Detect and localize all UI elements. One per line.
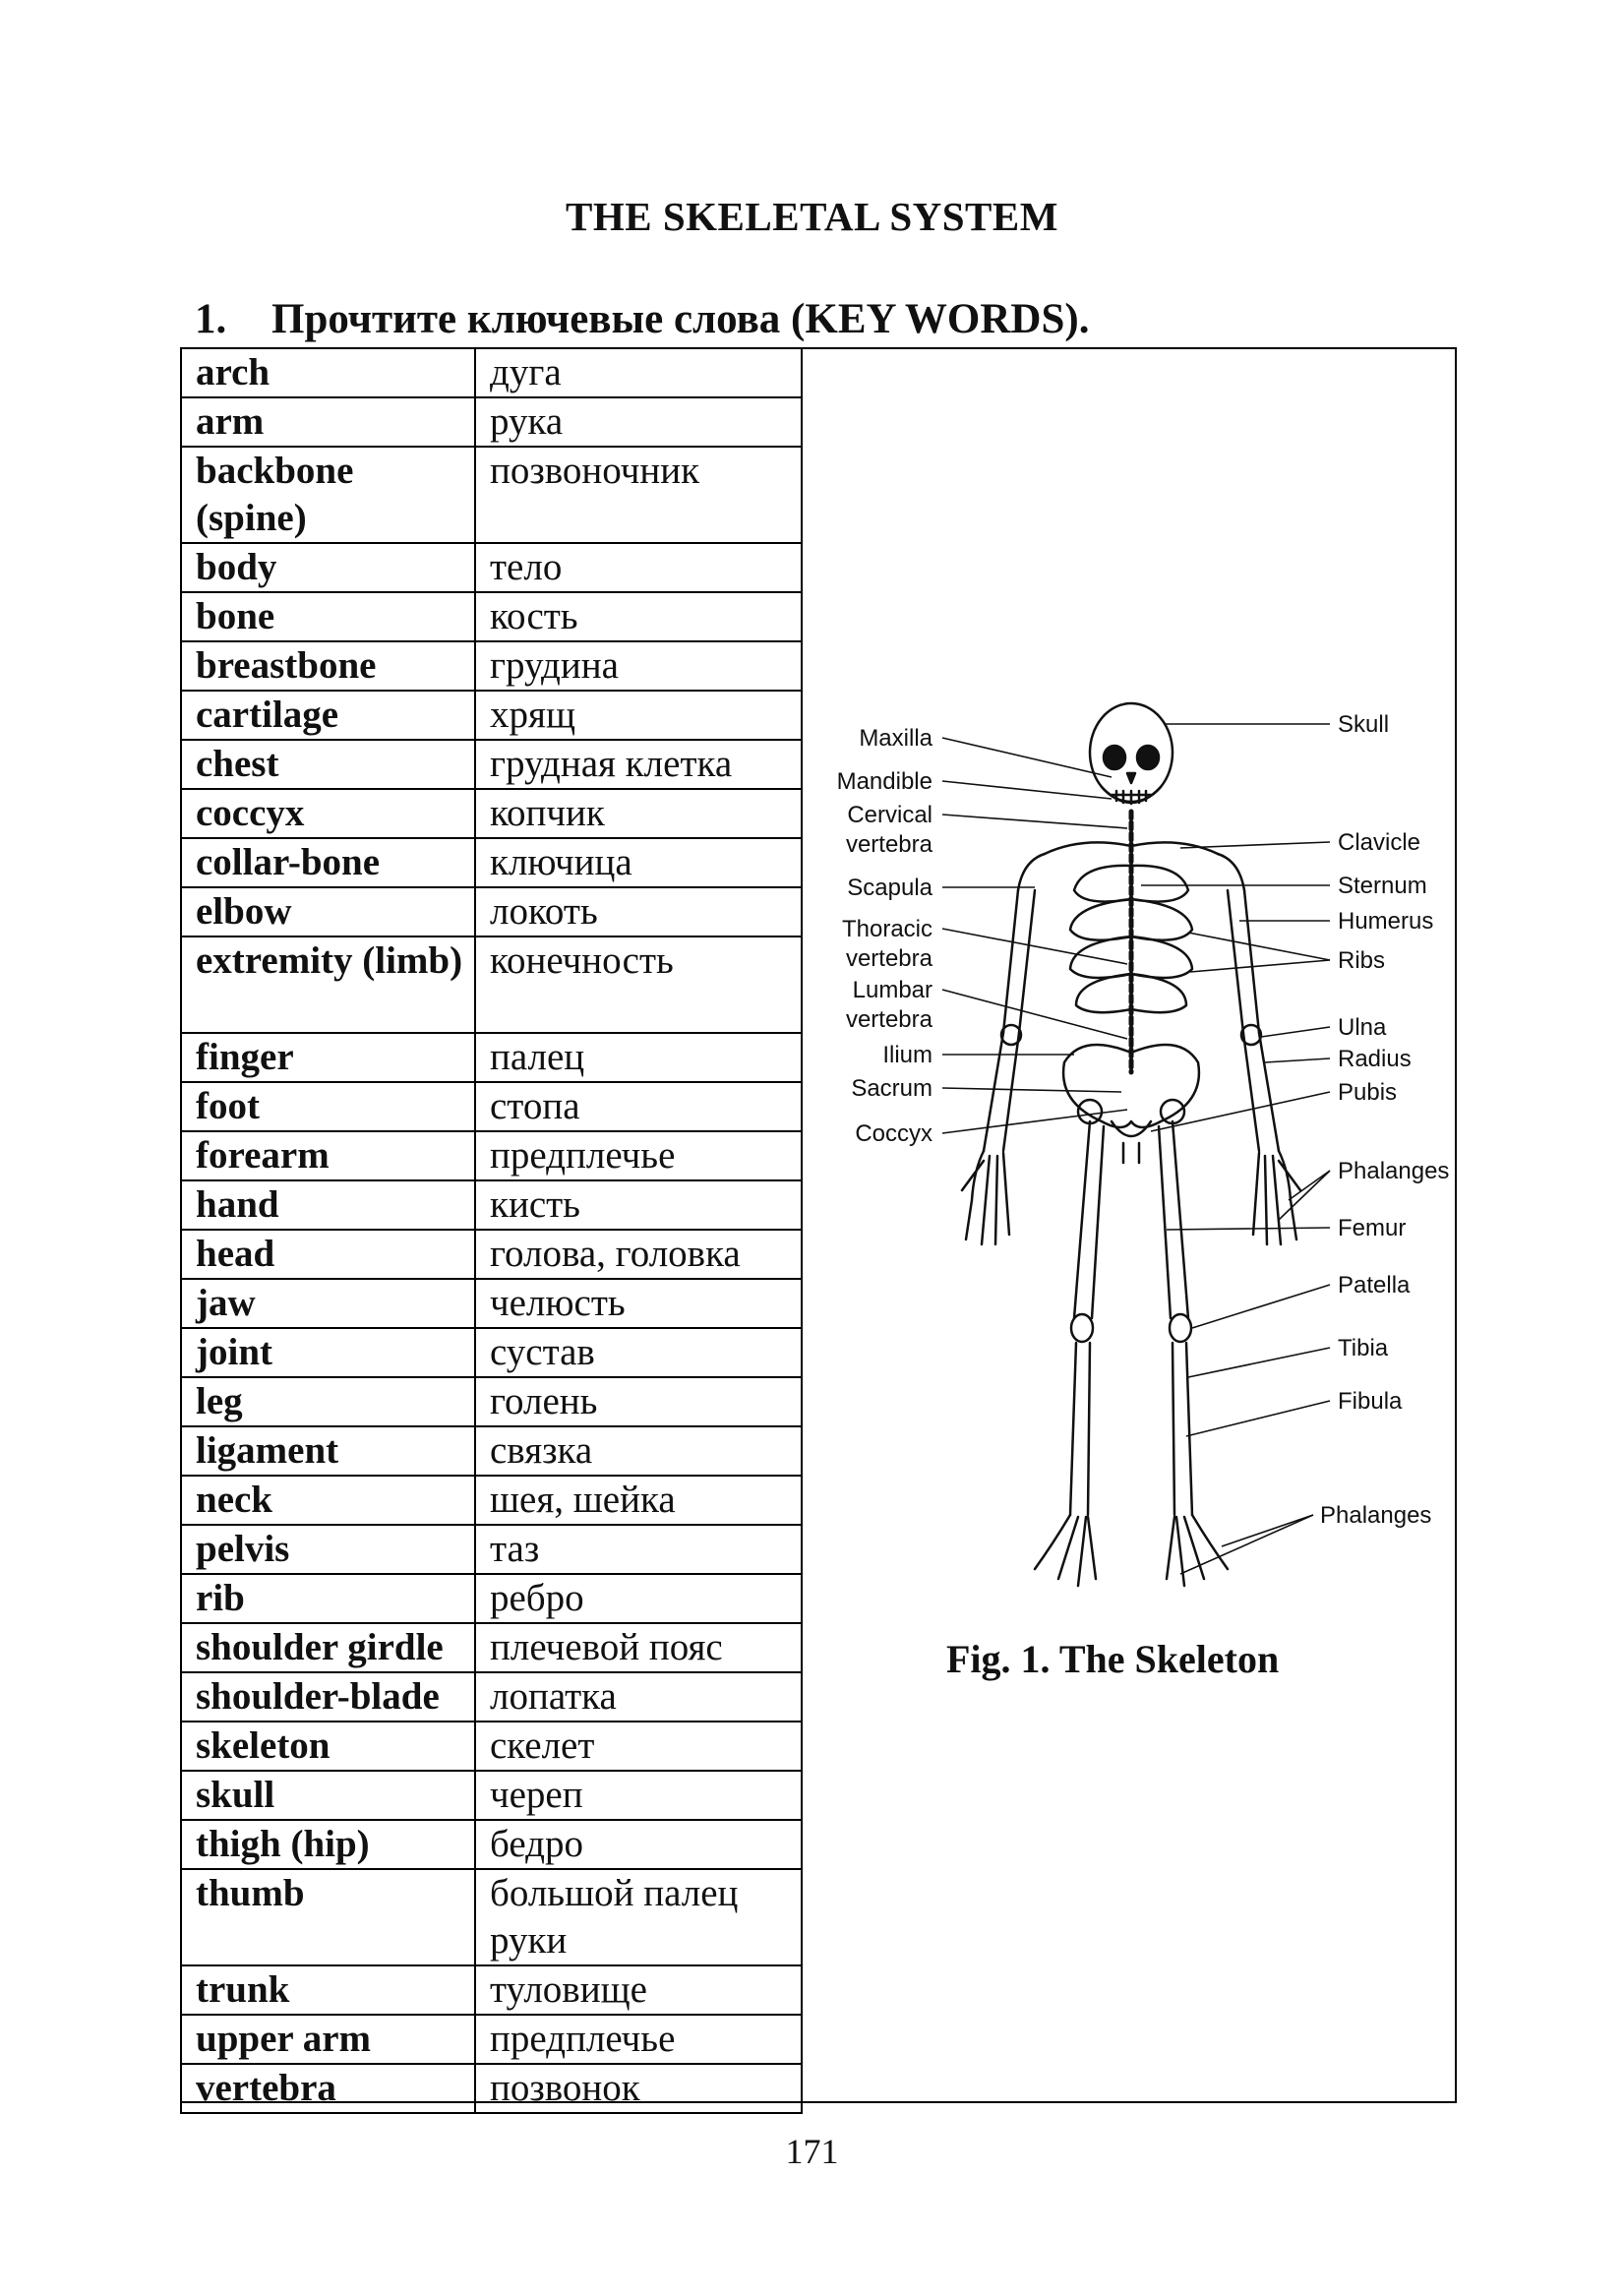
table-row (181, 937, 802, 1033)
table-row (181, 1820, 802, 1869)
label-ulna: Ulna (1338, 1014, 1387, 1041)
forearm-left (984, 1033, 1019, 1151)
leader-line (1180, 1515, 1313, 1574)
english-term: coccyx (181, 789, 475, 838)
skeleton-figure (816, 689, 1456, 1613)
english-term: forearm (181, 1131, 475, 1180)
page-title: THE SKELETAL SYSTEM (566, 194, 1058, 239)
english-term: joint (181, 1328, 475, 1377)
leader-line (1265, 1058, 1330, 1062)
english-term: shoulder-blade (181, 1672, 475, 1722)
english-term: shoulder girdle (181, 1623, 475, 1672)
hip-joint-left (1078, 1100, 1102, 1123)
leader-line (1186, 1401, 1330, 1436)
table-row (181, 838, 802, 887)
russian-term: кисть (475, 1180, 802, 1230)
femur-right (1159, 1121, 1188, 1318)
russian-term: хрящ (475, 691, 802, 740)
nose-cavity (1127, 773, 1135, 783)
label-sacrum: Sacrum (851, 1075, 932, 1102)
section-text: Прочтите ключевые слова (KEY WORDS). (271, 296, 1090, 342)
table-row (181, 2015, 802, 2064)
russian-term: таз (475, 1525, 802, 1574)
table-row (181, 1965, 802, 2015)
section-heading (195, 295, 1089, 343)
english-term: finger (181, 1033, 475, 1082)
label-lumbar: Lumbar (852, 977, 932, 1003)
upper-arm-left (1003, 890, 1035, 1033)
table-row (181, 1722, 802, 1771)
hip-joint-right (1161, 1100, 1184, 1123)
label-ribs: Ribs (1338, 947, 1386, 974)
label-cervical-vertebra: vertebra (845, 831, 932, 858)
russian-term: ключица (475, 838, 802, 887)
table-row (181, 1869, 802, 1965)
english-term: hand (181, 1180, 475, 1230)
table-row (181, 1230, 802, 1279)
english-term: neck (181, 1476, 475, 1525)
table-row (181, 397, 802, 447)
skeleton-diagram (816, 689, 1456, 1613)
leader-line (942, 929, 1127, 964)
english-term: thigh (hip) (181, 1820, 475, 1869)
right-labels (1320, 711, 1449, 1529)
russian-term: грудина (475, 641, 802, 691)
figure-caption: Fig. 1. The Skeleton (946, 1637, 1280, 1681)
label-patella: Patella (1338, 1272, 1411, 1299)
patella-right (1170, 1314, 1191, 1342)
upper-arm-right (1228, 890, 1259, 1033)
english-term: ligament (181, 1426, 475, 1476)
table-row (181, 887, 802, 937)
russian-term: копчик (475, 789, 802, 838)
table-row (181, 1672, 802, 1722)
russian-term: скелет (475, 1722, 802, 1771)
leader-line (1192, 1285, 1330, 1328)
table-row (181, 1279, 802, 1328)
leader-line (1190, 960, 1330, 972)
english-term: elbow (181, 887, 475, 937)
english-term: head (181, 1230, 475, 1279)
table-row (181, 1525, 802, 1574)
label-cervical: Cervical (847, 802, 932, 828)
table-row (181, 592, 802, 641)
english-term: chest (181, 740, 475, 789)
eye-socket-left (1104, 746, 1125, 769)
russian-term: грудная клетка (475, 740, 802, 789)
english-term: skull (181, 1771, 475, 1820)
russian-term: кость (475, 592, 802, 641)
label-radius: Radius (1338, 1046, 1412, 1072)
label-femur: Femur (1338, 1215, 1407, 1241)
russian-term: большой палец руки (475, 1869, 802, 1965)
hand-left (962, 1151, 1009, 1244)
table-row (181, 348, 802, 397)
label-foot-phalanges: Phalanges (1320, 1502, 1432, 1529)
english-term: upper arm (181, 2015, 475, 2064)
leader-line (1180, 842, 1330, 848)
english-term: extremity (limb) (181, 937, 475, 1033)
table-row (181, 1180, 802, 1230)
femur-left (1074, 1121, 1104, 1318)
leader-line (1222, 1515, 1313, 1546)
table-row (181, 740, 802, 789)
left-labels (837, 725, 933, 1147)
leader-line (942, 990, 1127, 1039)
label-mandible: Mandible (836, 768, 932, 795)
english-term: cartilage (181, 691, 475, 740)
russian-term: палец (475, 1033, 802, 1082)
russian-term: рука (475, 397, 802, 447)
label-maxilla: Maxilla (859, 725, 932, 752)
label-tibia: Tibia (1338, 1335, 1389, 1361)
label-thoracic: Thoracic (841, 916, 932, 942)
russian-term: позвоночник (475, 447, 802, 543)
leader-lines (942, 724, 1330, 1574)
forearm-right (1243, 1033, 1279, 1151)
label-scapula: Scapula (847, 875, 932, 901)
russian-term: бедро (475, 1820, 802, 1869)
label-hand-phalanges: Phalanges (1338, 1158, 1450, 1184)
english-term: vertebra (181, 2064, 475, 2113)
table-row (181, 789, 802, 838)
page-number: 171 (785, 2132, 839, 2171)
english-term: collar-bone (181, 838, 475, 887)
section-number: 1. (195, 296, 227, 342)
table-row (181, 1623, 802, 1672)
leader-line (942, 738, 1112, 777)
russian-term: череп (475, 1771, 802, 1820)
label-lumbar-vertebra: vertebra (845, 1006, 932, 1033)
table-row (181, 1033, 802, 1082)
teeth (1112, 791, 1151, 804)
tibia-left (1070, 1343, 1090, 1515)
russian-term: стопа (475, 1082, 802, 1131)
table-row (181, 1771, 802, 1820)
leader-line (1167, 1228, 1330, 1230)
russian-term: тело (475, 543, 802, 592)
english-term: body (181, 543, 475, 592)
leader-line (1188, 1348, 1330, 1377)
table-row (181, 1377, 802, 1426)
foot-right (1167, 1515, 1228, 1586)
tibia-right (1173, 1343, 1192, 1515)
english-term: breastbone (181, 641, 475, 691)
table-row (181, 447, 802, 543)
russian-term: связка (475, 1426, 802, 1476)
label-thoracic-vertebra: vertebra (845, 945, 932, 972)
label-sternum: Sternum (1338, 873, 1427, 899)
leader-line (1289, 1171, 1330, 1200)
table-row (181, 1328, 802, 1377)
label-humerus: Humerus (1338, 908, 1434, 935)
russian-term: конечность (475, 937, 802, 1033)
russian-term: челюсть (475, 1279, 802, 1328)
english-term: pelvis (181, 1525, 475, 1574)
pubis-shape (1112, 1121, 1151, 1163)
leader-line (942, 1088, 1121, 1092)
label-ilium: Ilium (882, 1042, 932, 1068)
russian-term: шея, шейка (475, 1476, 802, 1525)
table-row (181, 543, 802, 592)
eye-socket-right (1137, 746, 1159, 769)
leader-line (942, 781, 1112, 799)
english-term: leg (181, 1377, 475, 1426)
russian-term: дуга (475, 348, 802, 397)
english-term: skeleton (181, 1722, 475, 1771)
english-term: thumb (181, 1869, 475, 1965)
table-row (181, 1131, 802, 1180)
russian-term: предплечье (475, 2015, 802, 2064)
table-row (181, 691, 802, 740)
table-row (181, 1082, 802, 1131)
russian-term: позвонок (475, 2064, 802, 2113)
leader-line (942, 815, 1127, 828)
russian-term: ребро (475, 1574, 802, 1623)
english-term: foot (181, 1082, 475, 1131)
table-row (181, 1476, 802, 1525)
english-term: jaw (181, 1279, 475, 1328)
label-fibula: Fibula (1338, 1388, 1403, 1415)
leader-line (1261, 1027, 1330, 1037)
table-row (181, 641, 802, 691)
russian-term: плечевой пояс (475, 1623, 802, 1672)
english-term: arch (181, 348, 475, 397)
skeleton-drawing (962, 703, 1300, 1586)
label-clavicle: Clavicle (1338, 829, 1421, 856)
english-term: arm (181, 397, 475, 447)
key-words-table (180, 347, 803, 2114)
patella-left (1071, 1314, 1093, 1342)
leader-line (1188, 933, 1330, 960)
label-skull: Skull (1338, 711, 1390, 738)
label-pubis: Pubis (1338, 1079, 1398, 1106)
table-row (181, 1574, 802, 1623)
leader-line (1279, 1171, 1330, 1220)
russian-term: локоть (475, 887, 802, 937)
russian-term: голень (475, 1377, 802, 1426)
english-term: backbone (spine) (181, 447, 475, 543)
table-row (181, 2064, 802, 2113)
english-term: bone (181, 592, 475, 641)
russian-term: сустав (475, 1328, 802, 1377)
russian-term: лопатка (475, 1672, 802, 1722)
english-term: rib (181, 1574, 475, 1623)
foot-left (1035, 1515, 1096, 1586)
label-coccyx: Coccyx (855, 1120, 932, 1147)
russian-term: предплечье (475, 1131, 802, 1180)
russian-term: голова, головка (475, 1230, 802, 1279)
russian-term: туловище (475, 1965, 802, 2015)
english-term: trunk (181, 1965, 475, 2015)
table-row (181, 1426, 802, 1476)
